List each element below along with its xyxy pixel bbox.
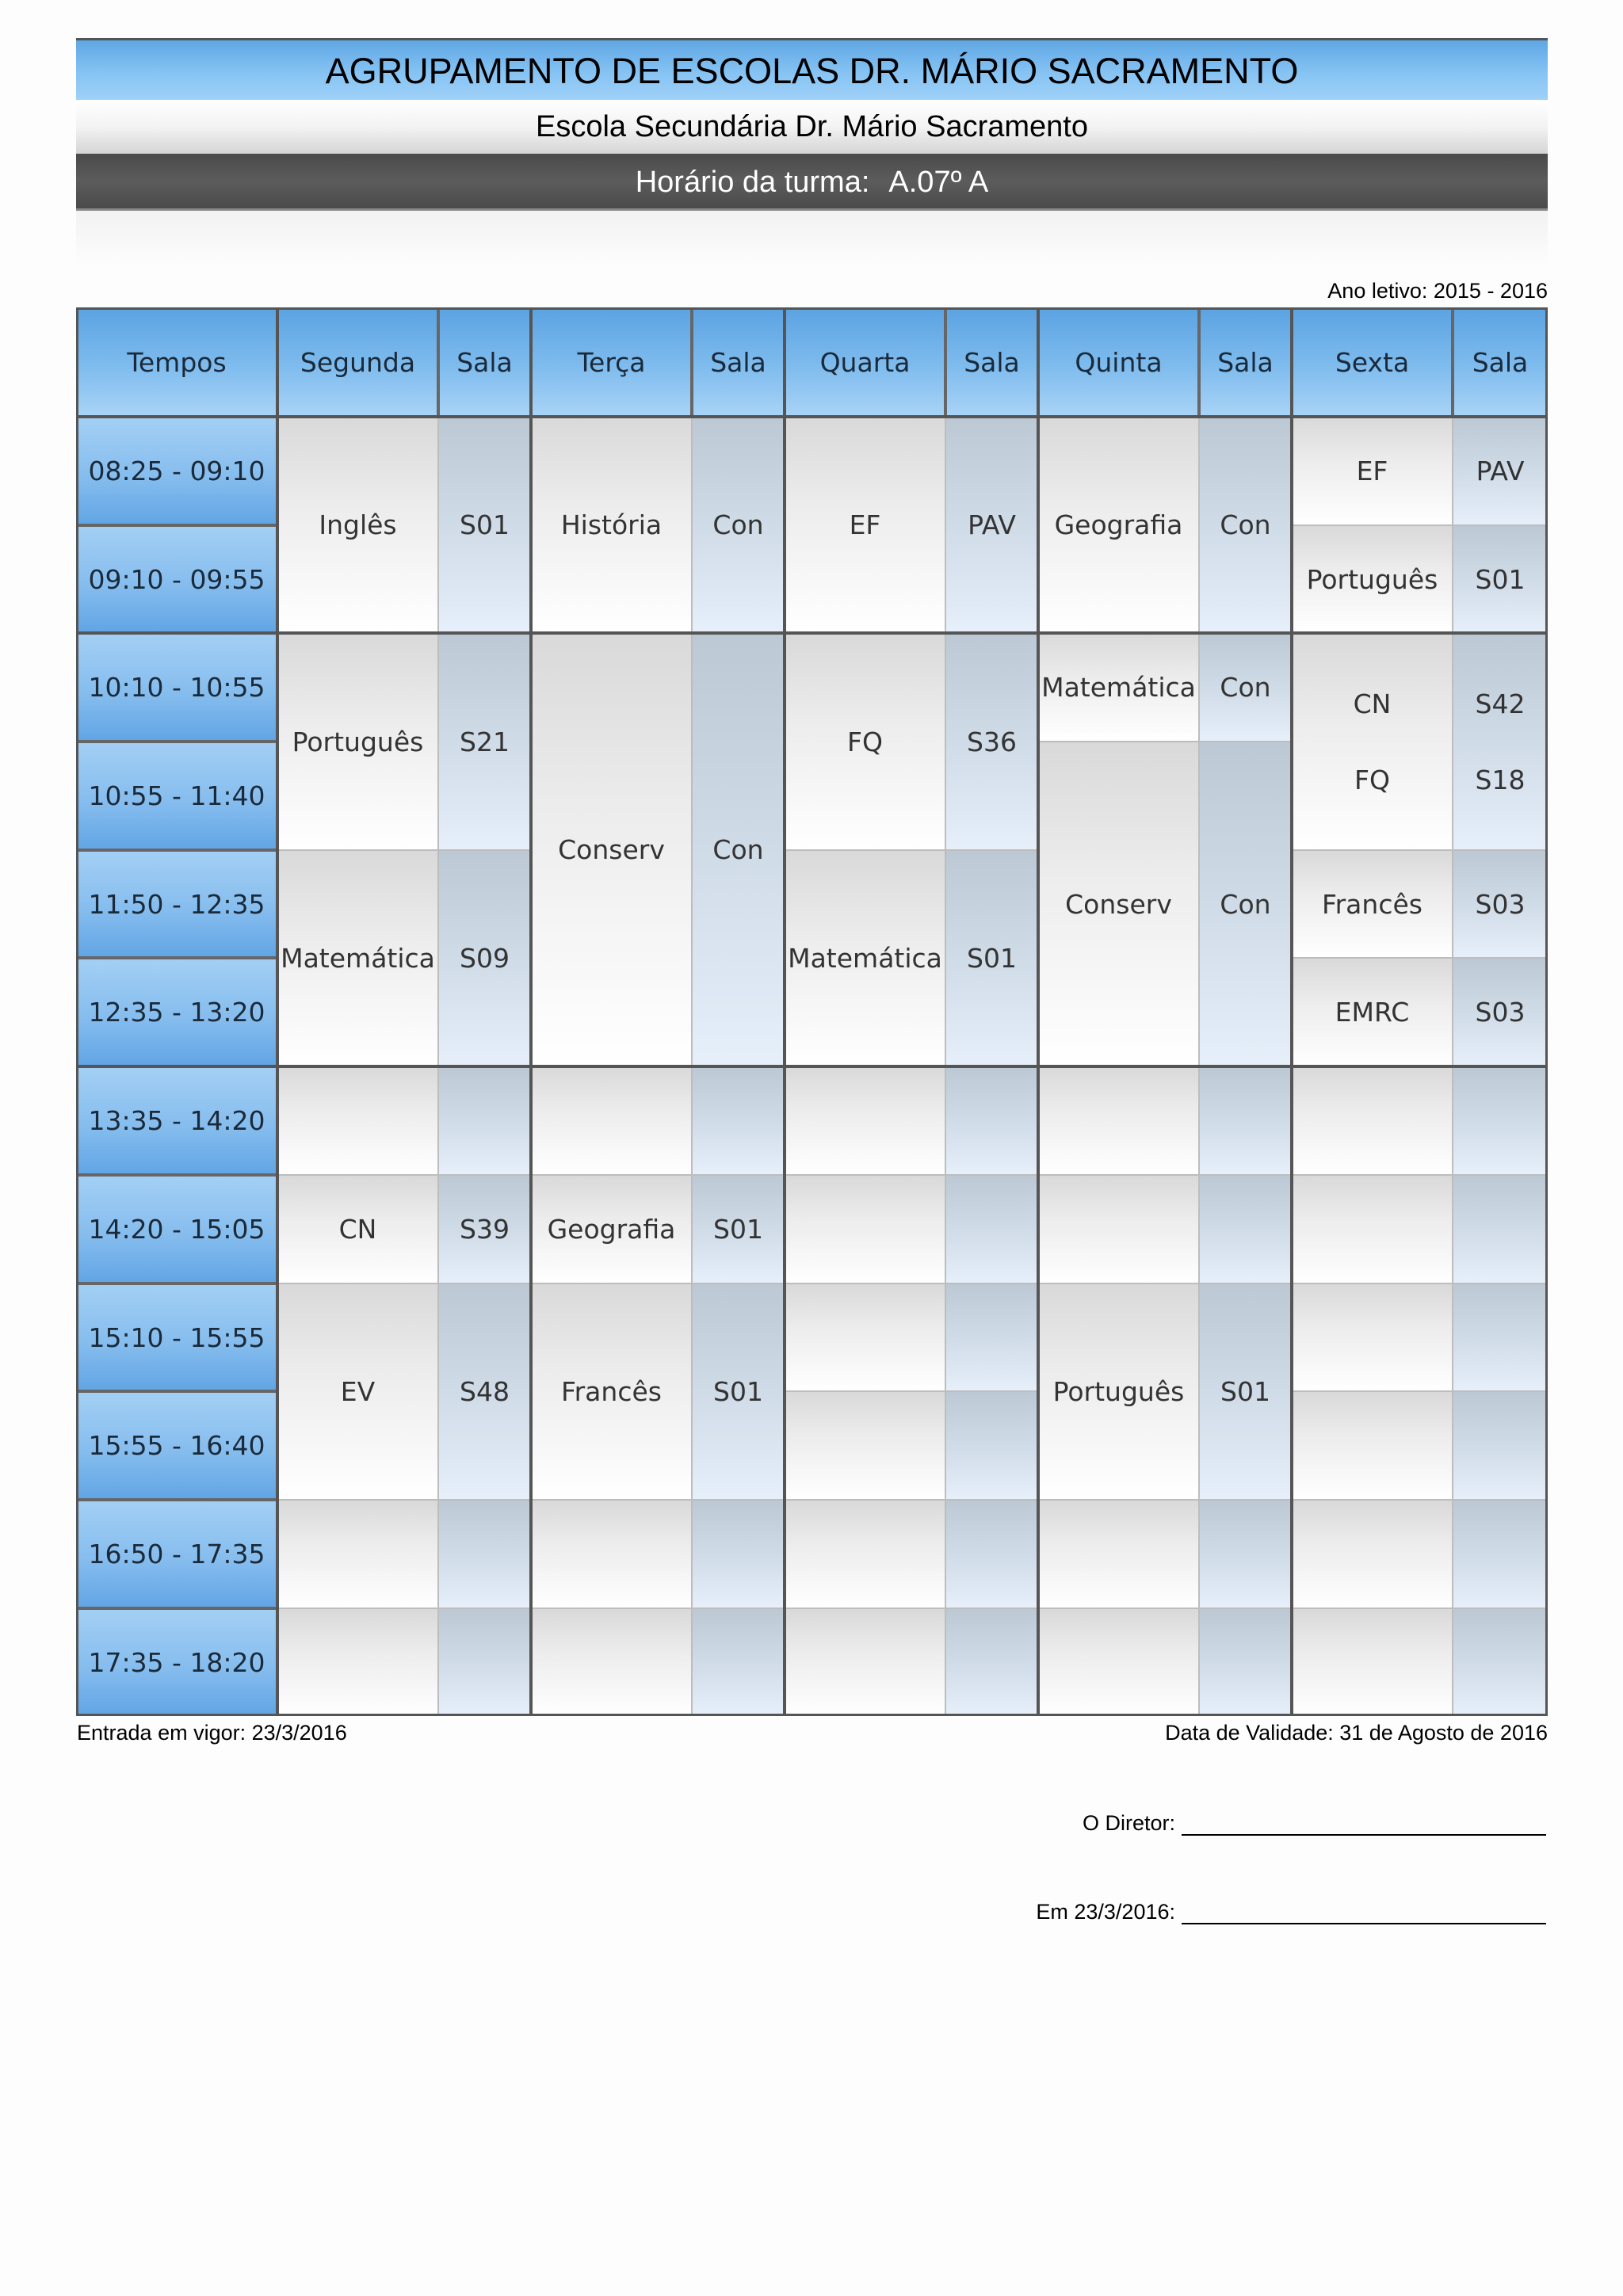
class-room: S42 [1475, 688, 1526, 719]
class-room: S36 [945, 633, 1038, 850]
class-room: S01 [1453, 525, 1548, 633]
class-room: S21 [438, 633, 531, 850]
header-sala: Sala [1453, 307, 1548, 417]
class-subject: Francês [531, 1283, 692, 1500]
header-tempos: Tempos [76, 307, 277, 417]
header-sala: Sala [692, 307, 785, 417]
header-segunda: Segunda [277, 307, 438, 417]
time-slot: 14:20 - 15:05 [76, 1175, 277, 1283]
class-subject: EF [785, 417, 945, 633]
date-label: Em 23/3/2016: [1036, 1900, 1175, 1924]
header-quarta: Quarta [785, 307, 945, 417]
time-slot: 13:35 - 14:20 [76, 1066, 277, 1175]
class-subject: FQ [785, 633, 945, 850]
time-slot: 09:10 - 09:55 [76, 525, 277, 633]
class-value: A.07º A [888, 166, 989, 199]
class-room: S03 [1453, 958, 1548, 1066]
director-label: O Diretor: [1082, 1811, 1175, 1835]
class-subject: Matemática [277, 850, 438, 1066]
timetable [76, 307, 1548, 1716]
class-subject: Conserv [1038, 742, 1199, 1066]
class-room: S01 [692, 1283, 785, 1500]
class-subject: Português [277, 633, 438, 850]
time-slot: 12:35 - 13:20 [76, 958, 277, 1066]
class-room: Con [1199, 417, 1292, 633]
class-room: S01 [1199, 1283, 1292, 1500]
class-room: S01 [438, 417, 531, 633]
class-subject: Geografia [531, 1175, 692, 1283]
class-room: S03 [1453, 850, 1548, 958]
time-slot: 10:55 - 11:40 [76, 742, 277, 850]
class-room: Con [692, 633, 785, 1066]
header-sala: Sala [438, 307, 531, 417]
date-line [1182, 1902, 1546, 1924]
class-subject: Inglês [277, 417, 438, 633]
class-subject: Português [1292, 525, 1453, 633]
class-room: PAV [1453, 417, 1548, 525]
class-subject: História [531, 417, 692, 633]
director-signature [1083, 1811, 1546, 1836]
time-slot: 11:50 - 12:35 [76, 850, 277, 958]
class-room: Con [1199, 742, 1292, 1066]
class-room: S48 [438, 1283, 531, 1500]
header-quinta: Quinta [1038, 307, 1199, 417]
class-title [76, 154, 1548, 211]
signature-line [1182, 1814, 1546, 1836]
class-room: S01 [945, 850, 1038, 1066]
class-room: Con [1199, 633, 1292, 742]
class-subject: CN [277, 1175, 438, 1283]
header-sexta: Sexta [1292, 307, 1453, 417]
effective-date: Entrada em vigor: 23/3/2016 [77, 1721, 347, 1745]
class-subject: Conserv [531, 633, 692, 1066]
class-subject: Geografia [1038, 417, 1199, 633]
school-name: Escola Secundária Dr. Mário Sacramento [76, 100, 1548, 154]
class-subject: EV [277, 1283, 438, 1500]
school-year: Ano letivo: 2015 - 2016 [1327, 279, 1548, 303]
time-slot: 15:55 - 16:40 [76, 1391, 277, 1500]
class-subject: Matemática [1038, 633, 1199, 742]
class-room: S18 [1475, 764, 1526, 795]
time-slot: 08:25 - 09:10 [76, 417, 277, 525]
header-sala: Sala [945, 307, 1038, 417]
time-slot: 15:10 - 15:55 [76, 1283, 277, 1391]
class-subject: EMRC [1292, 958, 1453, 1066]
validity-date: Data de Validade: 31 de Agosto de 2016 [1165, 1721, 1548, 1745]
school-group-title: AGRUPAMENTO DE ESCOLAS DR. MÁRIO SACRAMENTO [76, 38, 1548, 100]
class-subject: Francês [1292, 850, 1453, 958]
time-slot: 17:35 - 18:20 [76, 1608, 277, 1716]
header-terca: Terça [531, 307, 692, 417]
header-shadow [76, 211, 1548, 266]
class-room: PAV [945, 417, 1038, 633]
class-room: S09 [438, 850, 531, 1066]
class-subject: EF [1292, 417, 1453, 525]
class-subject: Matemática [785, 850, 945, 1066]
class-room: S01 [692, 1175, 785, 1283]
class-subject: Português [1038, 1283, 1199, 1500]
class-subject: FQ [1354, 764, 1390, 795]
time-slot: 10:10 - 10:55 [76, 633, 277, 742]
class-room: S39 [438, 1175, 531, 1283]
signature-date [1036, 1900, 1546, 1924]
header-sala: Sala [1199, 307, 1292, 417]
time-slot: 16:50 - 17:35 [76, 1500, 277, 1608]
class-label: Horário da turma: [635, 166, 870, 199]
class-room: Con [692, 417, 785, 633]
class-subject: CN [1353, 688, 1392, 719]
table-border [76, 307, 1548, 1716]
